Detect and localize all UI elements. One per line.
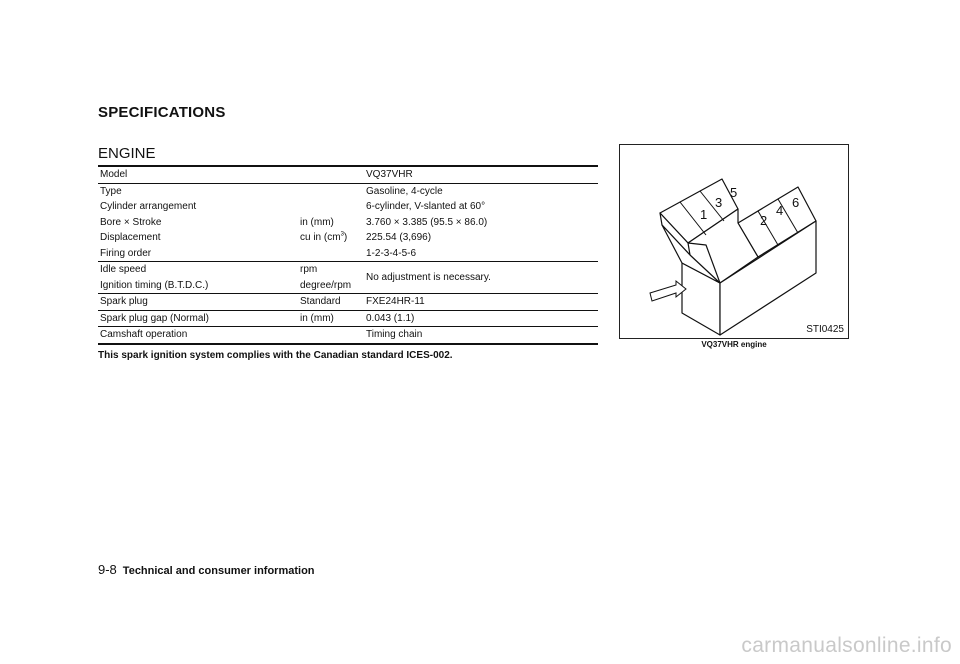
unit-suffix: ): [343, 232, 348, 244]
spec-name: Cylinder arrangement: [100, 201, 197, 213]
spec-name: Spark plug: [98, 294, 298, 311]
spec-unit: [298, 246, 364, 262]
spec-unit: rpm: [298, 262, 364, 278]
spec-value: Gasoline, 4-cycle: [364, 183, 598, 199]
spec-value: FXE24HR-11: [364, 294, 598, 311]
spec-name: Idle speed: [98, 262, 298, 278]
subsection-title: ENGINE: [98, 145, 156, 162]
footer-title: Technical and consumer information: [122, 565, 315, 577]
spec-name: Ignition timing (B.T.D.C.): [100, 279, 209, 291]
table-row: [98, 230, 598, 246]
page-number: 9-8: [98, 562, 117, 577]
cylinder-label: 3: [715, 195, 723, 210]
spec-unit: [298, 199, 364, 215]
spec-unit: in (mm): [300, 216, 334, 228]
spec-unit: [298, 183, 364, 199]
spec-value: 3.760 × 3.385 (95.5 × 86.0): [366, 216, 488, 228]
figure-code: STI0425: [806, 324, 844, 335]
page-footer: [98, 562, 315, 577]
table-row: [98, 262, 598, 278]
table-row: [98, 327, 598, 344]
unit-superscript: 3: [340, 231, 344, 238]
table-row: [98, 310, 598, 327]
unit-prefix: cu in (cm: [300, 232, 341, 244]
table-row: [98, 166, 598, 183]
spec-unit: Standard: [298, 294, 364, 311]
spec-name: Camshaft operation: [98, 327, 298, 344]
spec-unit: in (mm): [298, 310, 364, 327]
engine-figure: [619, 144, 849, 339]
spec-value: 1-2-3-4-5-6: [366, 247, 417, 259]
table-row: [98, 183, 598, 199]
table-row: [98, 294, 598, 311]
spec-unit: degree/rpm: [300, 279, 352, 291]
engine-spec-table: [98, 165, 598, 345]
spec-name: Displacement: [100, 232, 161, 244]
spec-name: Bore × Stroke: [100, 216, 162, 228]
spec-value: 225.54 (3,696): [366, 232, 432, 244]
cylinder-label: 1: [700, 207, 708, 222]
table-row: [98, 199, 598, 215]
table-row: [98, 246, 598, 262]
watermark: carmanualsonline.info: [741, 634, 952, 657]
cylinder-label: 5: [730, 185, 738, 200]
spec-value: 0.043 (1.1): [364, 310, 598, 327]
spec-name: Firing order: [100, 247, 152, 259]
spec-value: No adjustment is necessary.: [364, 262, 598, 294]
engine-diagram: [620, 145, 850, 340]
figure-caption: VQ37VHR engine: [701, 340, 767, 349]
spec-name: Spark plug gap (Normal): [98, 310, 298, 327]
spec-unit: [298, 327, 364, 344]
block-front: [682, 263, 720, 335]
cylinder-label: 4: [776, 203, 784, 218]
spec-name: Model: [98, 166, 298, 183]
front-arrow-icon: [650, 281, 686, 301]
table-row: [98, 215, 598, 231]
spec-value: 6-cylinder, V-slanted at 60°: [366, 201, 486, 213]
spec-name: Type: [98, 183, 298, 199]
cylinder-label: 6: [792, 195, 800, 210]
spec-value: Timing chain: [364, 327, 598, 344]
spec-unit: [298, 230, 364, 246]
compliance-note: This spark ignition system complies with the Canadian standard ICES-002.: [98, 350, 453, 361]
spec-value: VQ37VHR: [364, 166, 598, 183]
cylinder-label: 2: [760, 213, 768, 228]
section-title: SPECIFICATIONS: [98, 104, 226, 121]
spec-unit: [298, 166, 364, 183]
